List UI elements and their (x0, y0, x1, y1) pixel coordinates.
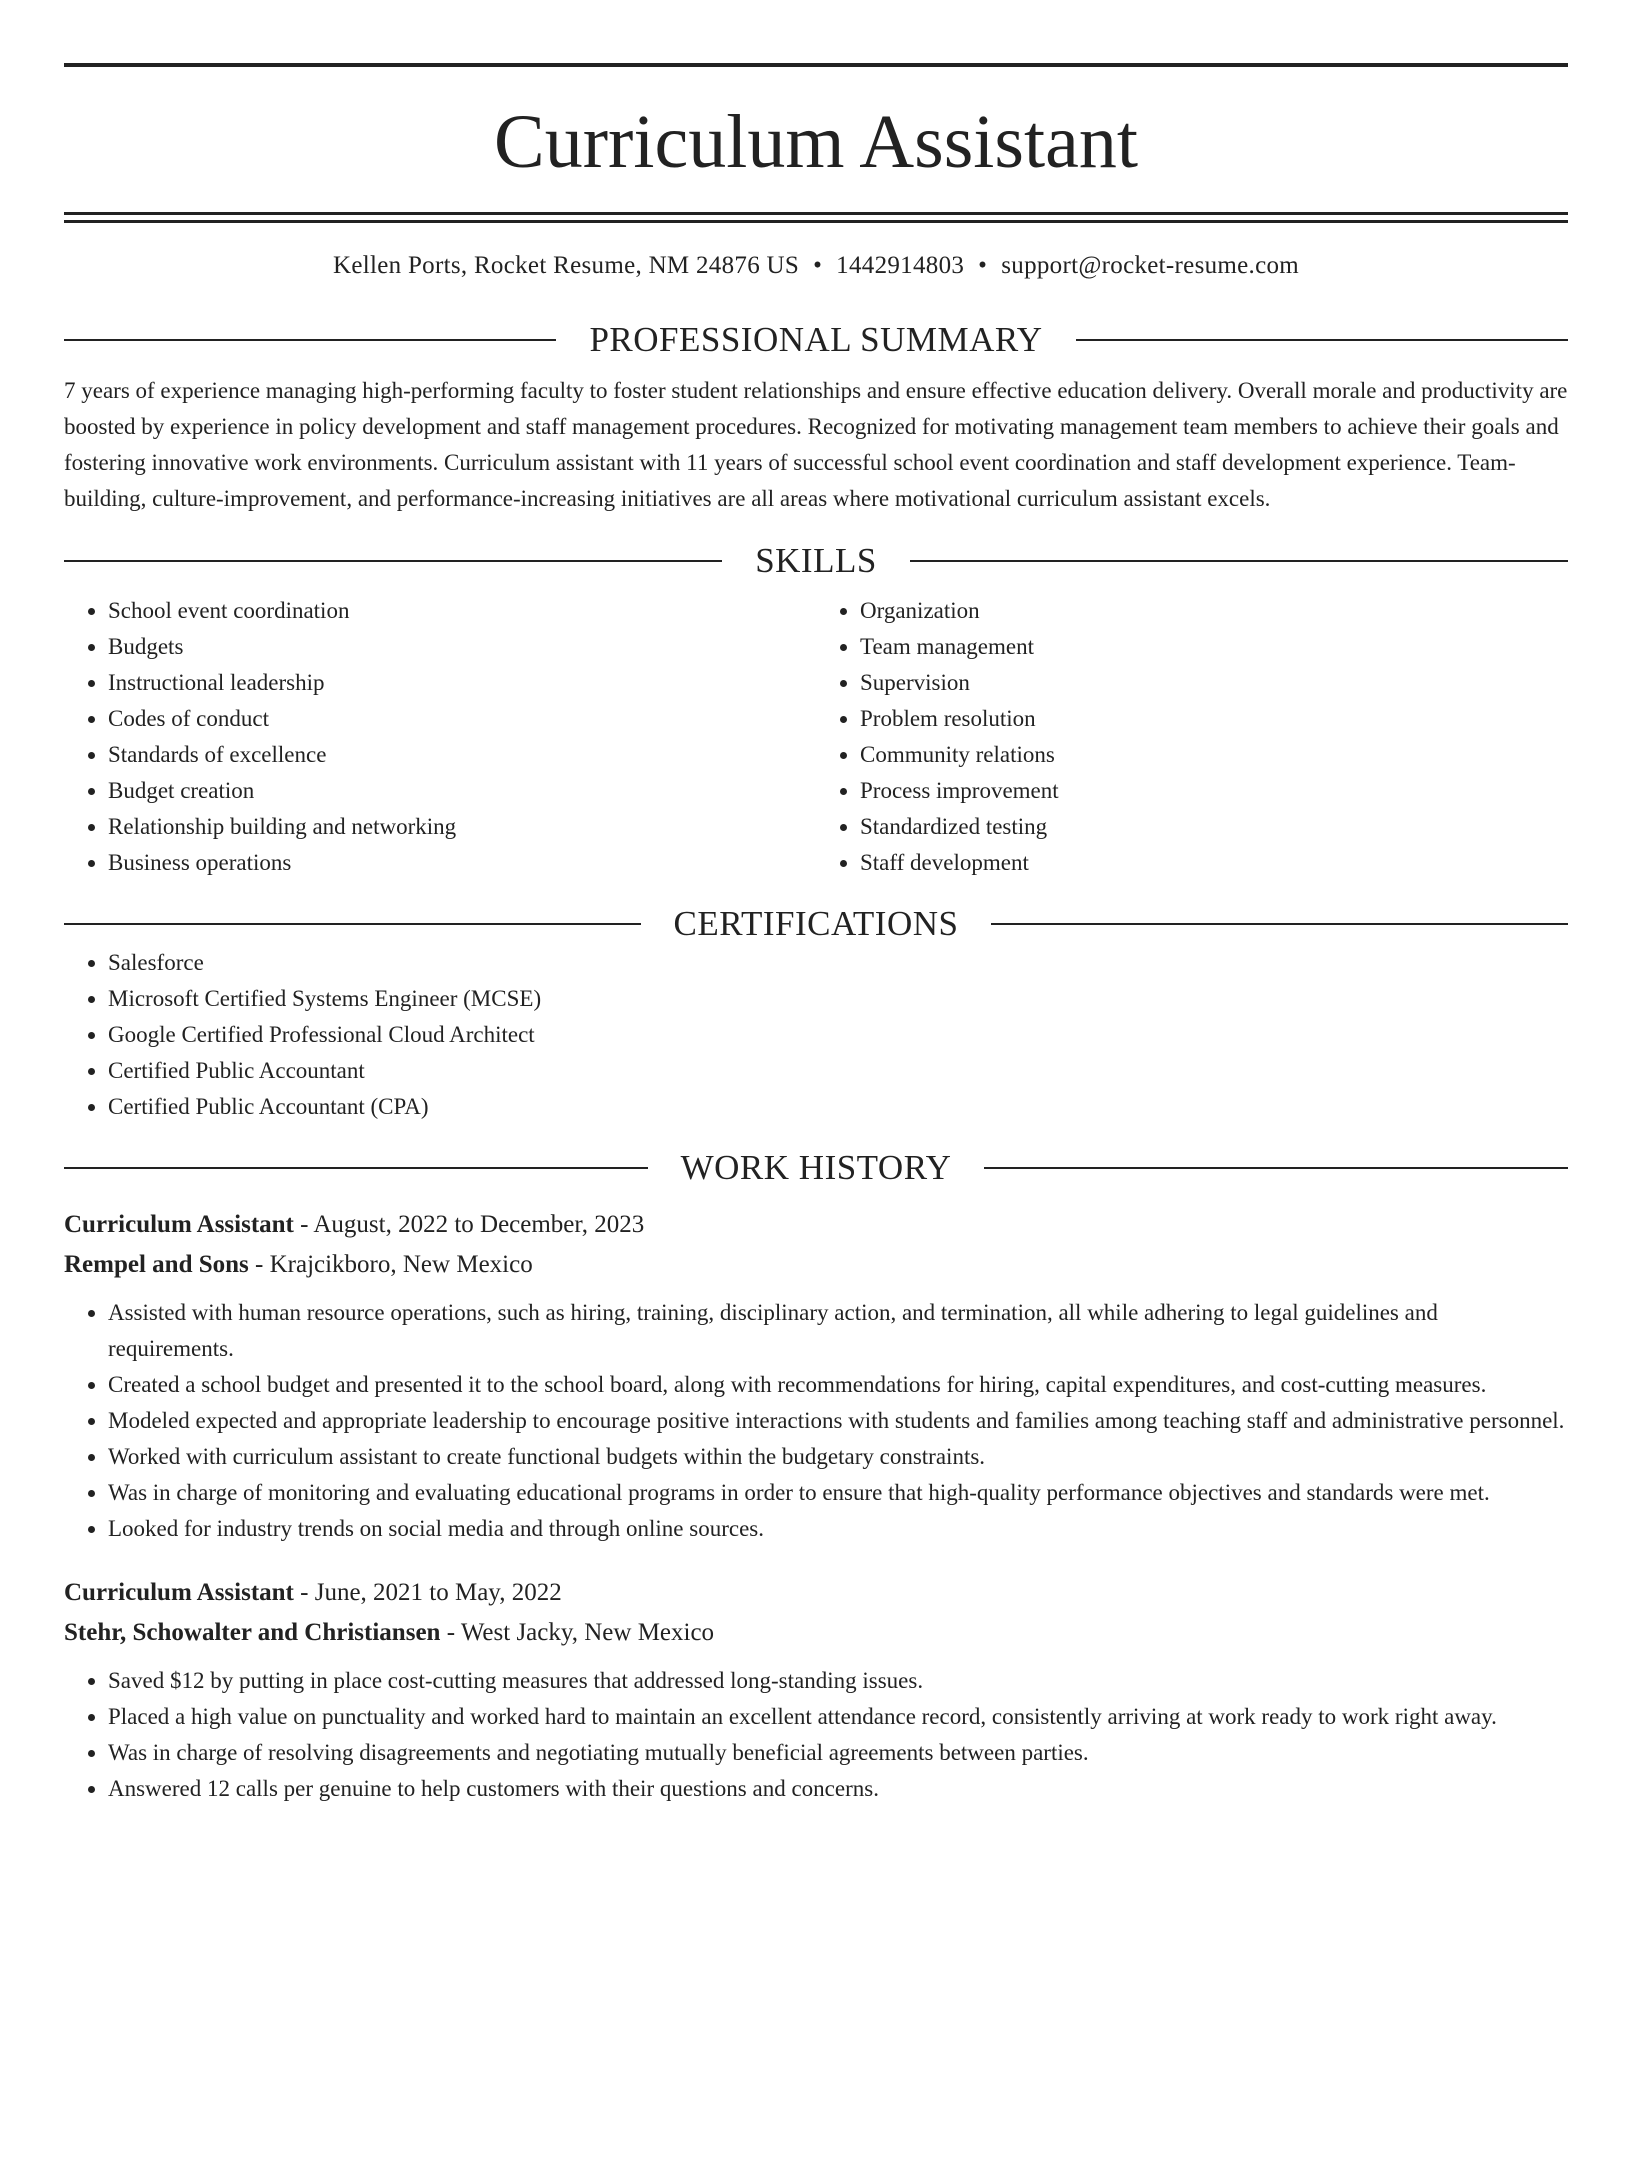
job-dates: - August, 2022 to December, 2023 (293, 1211, 645, 1238)
contact-email: support@rocket-resume.com (1001, 252, 1300, 279)
skill-item: • Organization (860, 593, 1568, 629)
certifications-list (64, 945, 1568, 1125)
section-rule-right (1076, 339, 1568, 341)
contact-phone: 1442914803 (836, 252, 965, 279)
job-bullet: • Placed a high value on punctuality and worked hard to maintain an excellent attendance record, consistently arriving at work ready to work right away. (108, 1699, 1568, 1735)
job-bullet: • Was in charge of resolving disagreements and negotiating mutually beneficial agreements between parties. (108, 1735, 1568, 1771)
skill-item: • Budgets (108, 629, 816, 665)
section-rule-right (984, 1167, 1568, 1169)
job-title-line (64, 1205, 1568, 1245)
skill-item: • Process improvement (860, 773, 1568, 809)
job-title: Curriculum Assistant (64, 1211, 294, 1238)
job-location: - West Jacky, New Mexico (440, 1619, 715, 1646)
header-top-rule (64, 63, 1568, 67)
job-bullet: • Saved $12 by putting in place cost-cutting measures that addressed long-standing issues. (108, 1663, 1568, 1699)
skill-item: • Team management (860, 629, 1568, 665)
skill-item: • Relationship building and networking (108, 809, 816, 845)
skill-item: • Codes of conduct (108, 701, 816, 737)
section-header-summary (64, 319, 1568, 361)
skill-item: • Budget creation (108, 773, 816, 809)
job-location: - Krajcikboro, New Mexico (248, 1251, 533, 1278)
job-bullet: • Worked with curriculum assistant to create functional budgets within the budgetary constraints. (108, 1439, 1568, 1475)
job-title-line (64, 1573, 1568, 1613)
contact-separator: • (978, 252, 988, 279)
skill-item: • Standards of excellence (108, 737, 816, 773)
job-bullet: • Looked for industry trends on social media and through online sources. (108, 1511, 1568, 1547)
job-bullet: • Modeled expected and appropriate leadership to encourage positive interactions with students and families among teaching staff and administrative personnel. (108, 1403, 1568, 1439)
skill-item: • Staff development (860, 845, 1568, 881)
job-title: Curriculum Assistant (64, 1579, 294, 1606)
skills-list-left (64, 593, 816, 881)
skill-item: • Business operations (108, 845, 816, 881)
section-header-certifications (64, 903, 1568, 945)
job-entry (64, 1205, 1568, 1547)
header-double-rule (64, 212, 1568, 223)
skill-item: • Community relations (860, 737, 1568, 773)
job-bullet: • Assisted with human resource operations, such as hiring, training, disciplinary action, and termination, all while adhering to legal guidelines and requirements. (108, 1295, 1568, 1367)
section-title-work-history: WORK HISTORY (680, 1148, 952, 1187)
section-title-skills: SKILLS (755, 541, 877, 580)
skill-item: • Standardized testing (860, 809, 1568, 845)
job-company: Stehr, Schowalter and Christiansen (64, 1619, 441, 1646)
certification-item: • Google Certified Professional Cloud Architect (108, 1017, 1568, 1053)
job-bullets (64, 1295, 1568, 1547)
section-title-certifications: CERTIFICATIONS (673, 904, 959, 943)
contact-line (64, 251, 1568, 281)
job-company: Rempel and Sons (64, 1251, 249, 1278)
job-bullet: • Created a school budget and presented it to the school board, along with recommendations for hiring, capital expenditures, and cost-cutting measures. (108, 1367, 1568, 1403)
section-rule-left (64, 923, 641, 925)
job-company-line (64, 1613, 1568, 1653)
job-dates: - June, 2021 to May, 2022 (293, 1579, 562, 1606)
certification-item: • Microsoft Certified Systems Engineer (MCSE) (108, 981, 1568, 1017)
section-rule-left (64, 339, 556, 341)
section-header-work-history (64, 1147, 1568, 1189)
resume-page (0, 63, 1632, 2175)
resume-name: Curriculum Assistant (494, 100, 1138, 184)
section-title-summary: PROFESSIONAL SUMMARY (589, 320, 1043, 359)
skill-item: • Instructional leadership (108, 665, 816, 701)
job-entry (64, 1573, 1568, 1807)
skills-columns (64, 593, 1568, 881)
contact-separator: • (813, 252, 823, 279)
skills-list-right (816, 593, 1568, 881)
certification-item: • Certified Public Accountant (108, 1053, 1568, 1089)
section-rule-right (910, 560, 1568, 562)
section-rule-left (64, 1167, 648, 1169)
contact-address: Kellen Ports, Rocket Resume, NM 24876 US (332, 252, 800, 279)
certification-item: • Certified Public Accountant (CPA) (108, 1089, 1568, 1125)
section-header-skills (64, 540, 1568, 582)
job-bullet: • Was in charge of monitoring and evaluating educational programs in order to ensure that high-quality performance objectives and standards were met. (108, 1475, 1568, 1511)
skill-item: • School event coordination (108, 593, 816, 629)
skill-item: • Supervision (860, 665, 1568, 701)
section-rule-right (991, 923, 1568, 925)
certification-item: • Salesforce (108, 945, 1568, 981)
section-rule-left (64, 560, 722, 562)
job-bullets (64, 1663, 1568, 1807)
job-bullet: • Answered 12 calls per genuine to help customers with their questions and concerns. (108, 1771, 1568, 1807)
job-company-line (64, 1245, 1568, 1285)
skill-item: • Problem resolution (860, 701, 1568, 737)
summary-paragraph: 7 years of experience managing high-performing faculty to foster student relationships and ensure effective education delivery. Overall morale and productivity are boosted by experience in policy development and staff management procedures. Recognized for motivating management team members to achieve their goals and fostering innovative work environments. Curriculum assistant with 11 years of successful school event coordination and staff development experience. Team-building, culture-improvement, and performance-increasing initiatives are all areas where motivational curriculum assistant excels. (64, 378, 1568, 511)
